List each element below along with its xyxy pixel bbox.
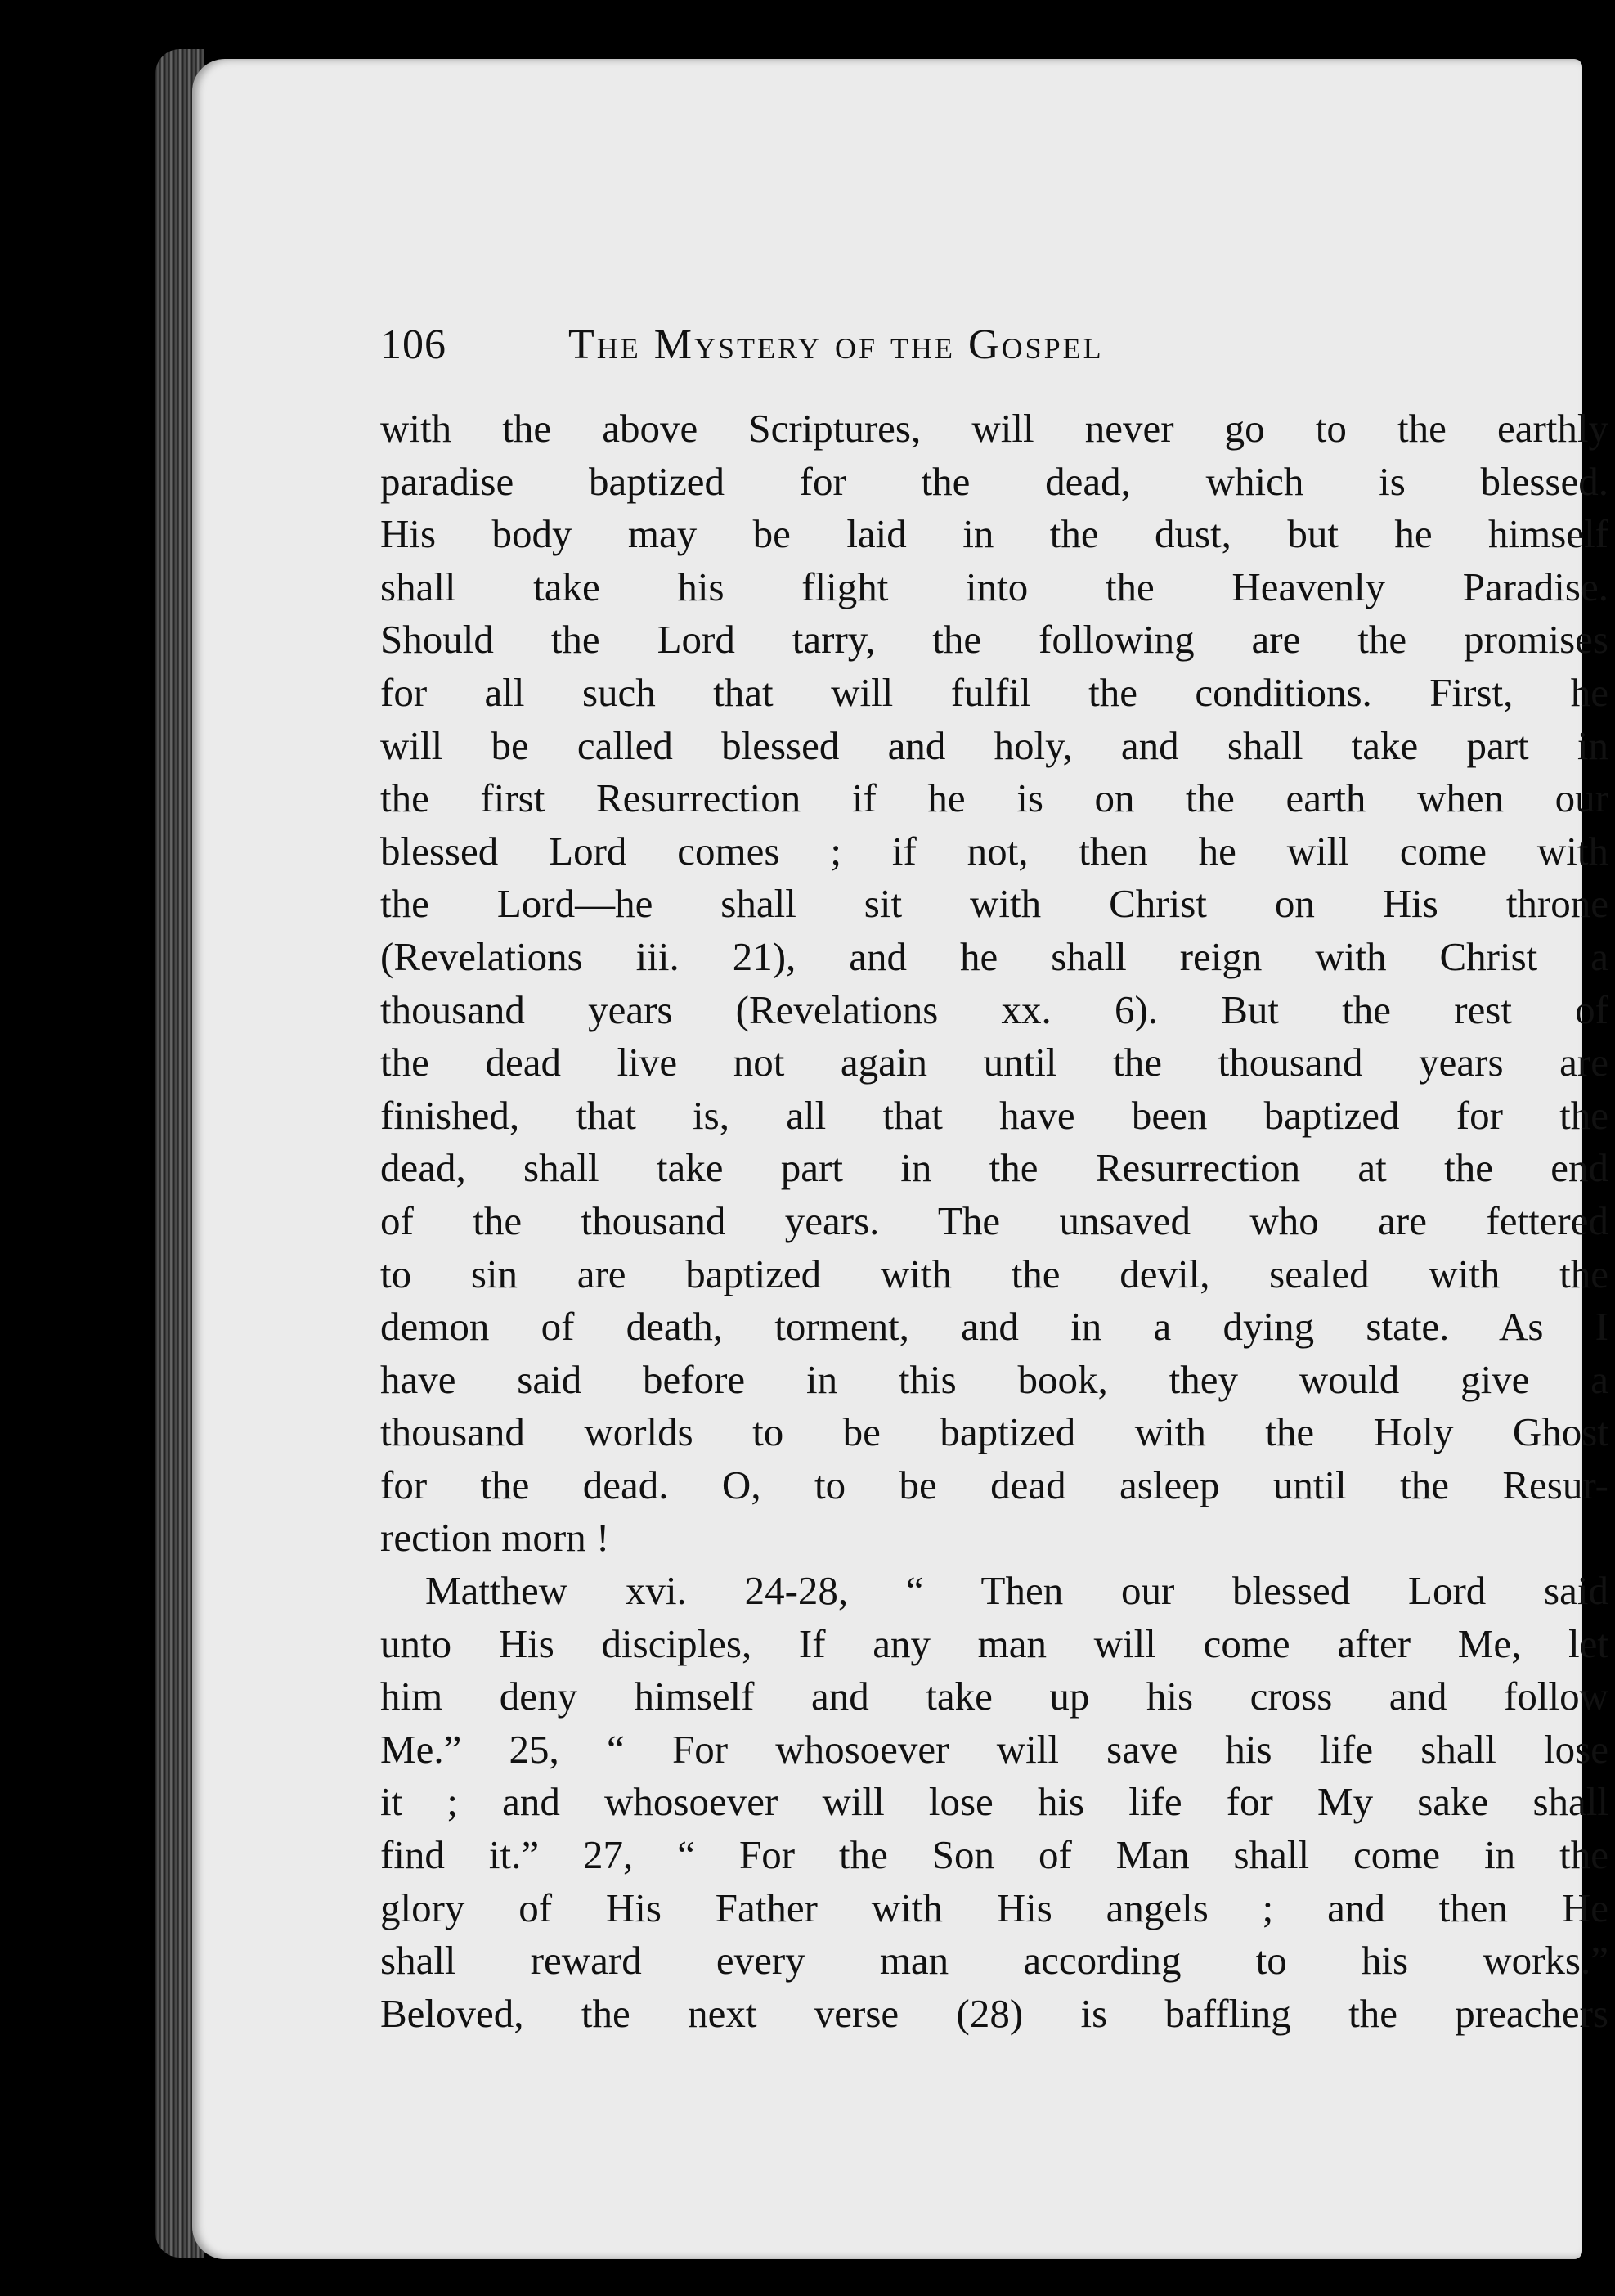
text-line: His body may be laid in the dust, but he himself <box>380 511 1608 557</box>
text-line: glory of His Father with His angels ; and then He <box>380 1885 1608 1930</box>
book-page <box>192 59 1608 2259</box>
text-line: the first Resurrection if he is on the earth when our <box>380 775 1608 821</box>
running-title: The Mystery of the Gospel <box>568 321 1104 368</box>
text-line: Matthew xvi. 24-28, “ Then our blessed Lord said <box>425 1568 1608 1614</box>
page-number: 106 <box>380 321 446 368</box>
body-text <box>380 402 1608 2040</box>
text-line: thousand years (Revelations xx. 6). But the rest of <box>380 986 1608 1032</box>
page-content <box>380 321 1608 2040</box>
text-line: to sin are baptized with the devil, sealed with the <box>380 1251 1608 1296</box>
text-line: for all such that will fulfil the conditions. First, he <box>380 669 1608 715</box>
text-line: with the above Scriptures, will never go to the earthly <box>380 406 1608 451</box>
text-line: Should the Lord tarry, the following are the promises <box>380 617 1608 663</box>
text-line: shall reward every man according to his works.” <box>380 1938 1608 1984</box>
text-line: it ; and whosoever will lose his life for My sake shall <box>380 1779 1608 1825</box>
text-line: find it.” 27, “ For the Son of Man shall come in the <box>380 1832 1608 1878</box>
text-line: (Revelations iii. 21), and he shall reign with Christ a <box>380 933 1608 979</box>
text-line: Beloved, the next verse (28) is baffling the preachers <box>380 1990 1608 2036</box>
text-line: him deny himself and take up his cross and follow <box>380 1674 1608 1719</box>
text-line: of the thousand years. The unsaved who are fettered <box>380 1197 1608 1243</box>
text-line: thousand worlds to be baptized with the Holy Ghost <box>380 1409 1608 1455</box>
text-line: finished, that is, all that have been baptized for the <box>380 1092 1608 1138</box>
text-line: shall take his flight into the Heavenly Paradise. <box>380 564 1608 609</box>
text-line: will be called blessed and holy, and shall take part in <box>380 722 1608 768</box>
text-line: for the dead. O, to be dead asleep until the Resur- <box>380 1462 1608 1507</box>
text-line: have said before in this book, they would give a <box>380 1356 1608 1402</box>
running-head <box>380 321 1608 378</box>
text-line: Me.” 25, “ For whosoever will save his life shall lose <box>380 1726 1608 1772</box>
text-line: the Lord—he shall sit with Christ on His throne <box>380 881 1608 927</box>
text-line: unto His disciples, If any man will come after Me, let <box>380 1620 1608 1666</box>
text-line: rection morn ! <box>380 1515 610 1561</box>
text-line: paradise baptized for the dead, which is blessed. <box>380 458 1608 504</box>
text-line: blessed Lord comes ; if not, then he will come with <box>380 828 1608 874</box>
text-line: dead, shall take part in the Resurrection at the end <box>380 1145 1608 1191</box>
text-line: the dead live not again until the thousand years are <box>380 1040 1608 1085</box>
text-line: demon of death, torment, and in a dying state. As I <box>380 1304 1608 1350</box>
